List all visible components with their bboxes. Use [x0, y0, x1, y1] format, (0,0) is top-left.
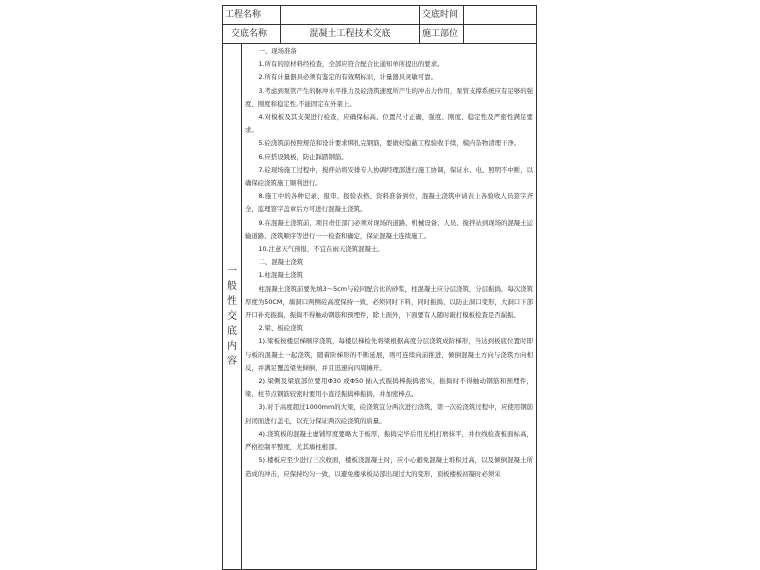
- project-name-label: 工程名称: [225, 10, 262, 20]
- paragraph: 4).浇筑板的混凝土虚铺厚度要略大于板厚，振捣完毕后用光机打磨抹平，并拉线检查板面标高，严格控制平整度，尤其墙柱根部。: [245, 429, 533, 452]
- paragraph: 6.应搭设跳板，防止踩踏钢筋。: [258, 152, 348, 161]
- paragraph: 9.在混凝土浇筑前，项目责任部门必须对现场的道路、机械设备、人员、搅拌站到现场的混凝土运输道路、浇筑顺序等进行一一检查和确定，保证混凝土连续施工。: [245, 218, 533, 240]
- project-name-value: [281, 6, 419, 24]
- header-row-1: [223, 6, 536, 25]
- handover-content: [245, 45, 533, 569]
- site-label: 施工部位: [422, 29, 459, 39]
- paragraph: 4.对模板及其支架进行检查，应确保标高、位置尺寸正确，强度、刚度、稳定性及严密性满足要求。: [245, 113, 533, 135]
- side-label: [223, 264, 241, 369]
- paragraph: 10.注意天气预报，不宜在雨天浇筑混凝土。: [258, 245, 384, 254]
- header-row-2: [223, 25, 536, 44]
- paragraph: 3.考虑到泵管产生的脉冲水平推力及砼浇筑速度所产生的冲击力作用，泵管支撑系统应有足够的强度、刚度和稳定性,不能固定在外架上。: [245, 86, 533, 108]
- paragraph: 5.砼浇筑前按照规范和设计要求绑扎完钢筋，要做好隐蔽工程验收手续，模内杂物清理干净。: [258, 139, 521, 148]
- divider: [463, 6, 464, 24]
- handover-name-value: 混凝土工程技术交底: [309, 29, 391, 39]
- section-title: 二、混凝土浇筑: [258, 258, 304, 267]
- handover-time-label: 交底时间: [422, 10, 459, 20]
- side-char: 容: [227, 356, 237, 367]
- paragraph: 3).对于高度超过1000mm的大梁，砼浇筑宜分两次进行浇筑，第一次砼浇筑过程中，应使用钢筋封闭面进行盖毛，以充分保证两次砼浇筑的质量。: [245, 403, 533, 425]
- paragraph: 7.砼现场施工过程中，搅拌站将安排专人协调经理部进行施工协调，保证水、电、照明不中断，以确保砼浇筑施工顺利进行。: [245, 165, 533, 188]
- handover-name-label: 交底名称: [231, 29, 268, 39]
- side-char: 性: [227, 296, 237, 307]
- subsection-title: 1.柱混凝土浇筑: [258, 271, 303, 280]
- paragraph: 5).楼板应至少进行三次收面，楼板浇混凝土时，应小心避免混凝土堆积过高，以及倾倒混凝土所造成的冲击，应保持均匀一致，以避免楼承板局部出现过大的变形，顶板楼板初凝时必须采: [245, 456, 533, 478]
- section-title: 一、现场准备: [258, 47, 297, 55]
- side-char: 交: [227, 311, 237, 322]
- paragraph: 8.施工中的各种记录、报审、报验表格、资料准备到位，混凝土浇筑申请表上各验收人员签字齐全，监理签字盖章后方可进行混凝土浇筑。: [245, 192, 533, 214]
- side-char: 般: [227, 281, 237, 292]
- paragraph: 2.所有计量器具必须有鉴定的有效期标识，计量器具灵敏可靠。: [258, 73, 438, 82]
- paragraph: 1.所有的原材料经检查，全部应符合配合比通知单所提出的要求。: [258, 60, 444, 69]
- handover-sheet: [222, 5, 537, 570]
- paragraph: 2).梁侧及梁底部位要用Φ30 或Φ50 插入式振捣棒振捣密实，振捣时不得触动钢筋和预埋件，梁、柱节点钢筋较密时要用小直径振捣棒振捣，并加密棒点。: [245, 377, 533, 399]
- side-char: 一: [227, 266, 237, 277]
- side-char: 内: [227, 341, 237, 352]
- divider: [463, 25, 464, 43]
- divider: [419, 6, 420, 24]
- site-value: [465, 25, 535, 43]
- side-char: 底: [227, 326, 237, 337]
- paragraph: 柱混凝土浇筑前要先填3～5cm与砼同配合比的砂浆，柱混凝土应分层浇筑，分层振捣，每次浇筑厚度为50CM，墙洞口两侧砼高度保持一致，必须同时下料，同时振捣，以防止洞口变形，大洞口下部开口补充振捣，振捣不得触动钢筋和预埋件，除上面外，下面要有人随时敲打模板检查是否漏振。: [245, 284, 533, 320]
- handover-time-value: [465, 6, 535, 24]
- divider: [419, 25, 420, 43]
- side-column: [223, 44, 242, 569]
- subsection-title: 2.梁、板砼浇筑: [258, 324, 303, 333]
- paragraph: 1).梁板按楼层梯顺序浇筑，每楼层梯检先将梁根据高度分层浇筑成阶梯形，当达到板底位置时即与板的混凝土一起浇筑，随着阶梯形的不断延展，则可连续向前推进，倾倒混凝土方向与浇筑方向相反，并满足覆盖梁先倾倒，并且迅速向四周摊开。: [245, 337, 533, 372]
